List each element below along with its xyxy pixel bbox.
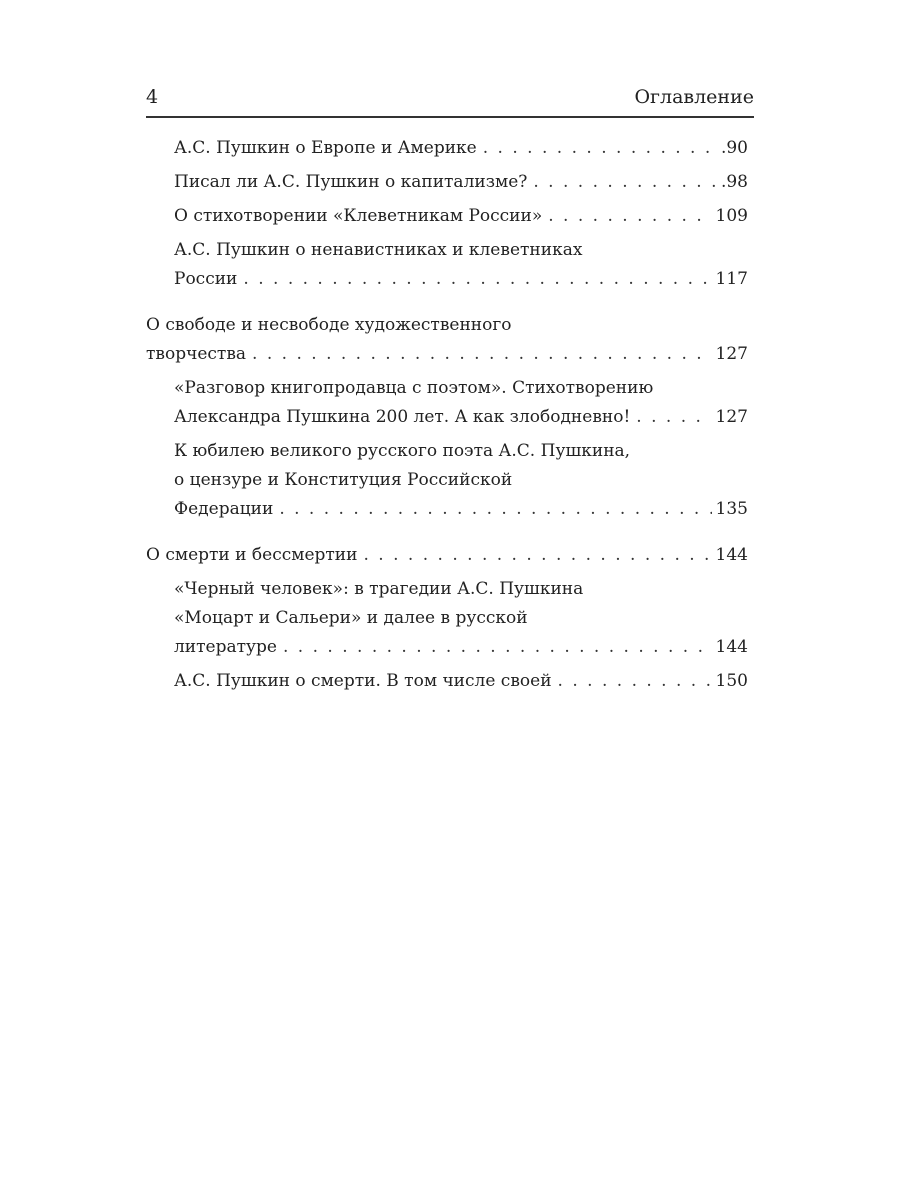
toc-page-number: 127 [715,344,748,364]
page-number: 4 [146,86,159,108]
toc-page-number: .90 [720,138,748,158]
dot-leader [548,202,711,231]
toc-entry-final-line [174,265,748,294]
toc-entry-final-line [146,541,748,570]
toc-entry[interactable] [174,374,748,432]
toc-entry-title: Александра Пушкина 200 лет. А как злободневно! [174,407,631,427]
toc-entry-title: России [174,269,238,289]
dot-leader [252,340,712,369]
toc-page-number: .98 [720,172,748,192]
dot-leader [533,168,717,197]
toc-entry-title: Писал ли А.С. Пушкин о капитализме? [174,172,528,192]
toc-entry[interactable] [174,168,748,197]
toc-entry[interactable] [174,134,748,163]
toc-page-number: 117 [715,269,748,289]
dot-leader [558,667,712,696]
page-header [146,84,754,114]
toc-entry[interactable] [174,236,748,294]
toc-entry-final-line [146,340,748,369]
toc-entry-final-line [174,168,748,197]
toc-entry-final-line [174,134,748,163]
toc-entry[interactable] [174,437,748,524]
toc-entry[interactable] [174,202,748,231]
dot-leader [243,265,711,294]
toc-entry-title-line: о цензуре и Конституция Российской [174,470,513,490]
toc-page-number: 135 [715,499,748,519]
toc-entry-final-line [174,202,748,231]
dot-leader [363,541,711,570]
toc-entry-title-line: «Разговор книгопродавца с поэтом». Стихотворению [174,378,654,398]
toc-entry-title: Федерации [174,499,274,519]
table-of-contents [146,134,748,696]
toc-entry[interactable] [146,541,748,570]
toc-page-number: 144 [715,545,748,565]
toc-entry-title: творчества [146,344,247,364]
toc-page-number: 150 [715,671,748,691]
toc-entry-title: О смерти и бессмертии [146,545,358,565]
toc-entry[interactable] [146,311,748,369]
toc-entry-title-line: «Черный человек»: в трагедии А.С. Пушкина [174,579,584,599]
toc-entry-final-line [174,495,748,524]
toc-entry-title-line: К юбилею великого русского поэта А.С. Пушкина, [174,441,631,461]
dot-leader [279,495,711,524]
toc-entry-title-line: А.С. Пушкин о ненавистниках и клеветниках [174,240,583,260]
toc-entry-title: литературе [174,637,277,657]
toc-page-number: 109 [715,206,748,226]
toc-entry-final-line [174,403,748,432]
toc-entry-title: А.С. Пушкин о смерти. В том числе своей [174,671,552,691]
toc-entry-final-line [174,667,748,696]
running-title: Оглавление [634,86,754,108]
toc-entry-title-line: О свободе и несвободе художественного [146,315,512,335]
toc-entry-title: А.С. Пушкин о Европе и Америке [174,138,477,158]
toc-entry-title: О стихотворении «Клеветникам России» [174,206,543,226]
dot-leader [483,134,717,163]
toc-entry[interactable] [174,575,748,662]
dot-leader [636,403,711,432]
toc-entry-title-line: «Моцарт и Сальери» и далее в русской [174,608,528,628]
toc-entry-final-line [174,633,748,662]
header-rule [146,116,754,118]
toc-page-number: 144 [715,637,748,657]
toc-page-number: 127 [715,407,748,427]
toc-entry[interactable] [174,667,748,696]
dot-leader [283,633,712,662]
